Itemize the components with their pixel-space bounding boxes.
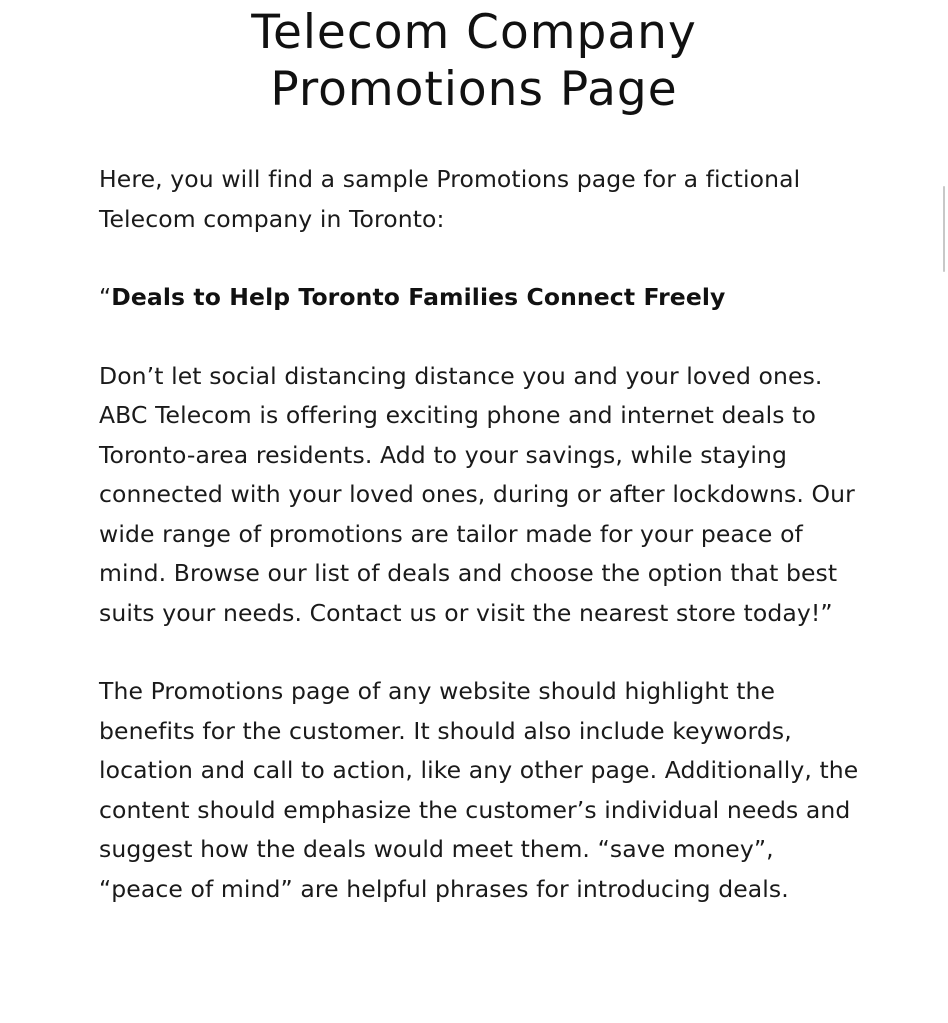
page-title-line-1: Telecom Company (251, 5, 697, 60)
intro-paragraph: Here, you will find a sample Promotions page for a fictional Telecom company in Toronto: (99, 165, 801, 233)
page-title (0, 4, 948, 118)
sample-heading (99, 278, 859, 318)
article-body (99, 160, 859, 948)
sample-heading-open-quote: “ (99, 283, 112, 311)
advice-paragraph: The Promotions page of any website should highlight the benefits for the customer. It should also include keywords, location and call to action, like any other page. Additionally, the content should emphasize the customer’s individual needs and suggest how the deals would meet them. “save money”, “peace of mind” are helpful phrases for introducing deals. (99, 677, 859, 903)
page-title-line-2: Promotions Page (270, 62, 678, 117)
scrollbar-thumb[interactable] (943, 186, 945, 272)
sample-heading-text: Deals to Help Toronto Families Connect Freely (111, 283, 726, 311)
sample-body-paragraph: Don’t let social distancing distance you and your loved ones. ABC Telecom is offering exciting phone and internet deals to Toronto-area residents. Add to your savings, while staying connected with your loved ones, during or after lockdowns. Our wide range of promotions are tailor made for your peace of mind. Browse our list of deals and choose the option that best suits your needs. Contact us or visit the nearest store today!” (99, 361, 855, 627)
vertical-scrollbar[interactable] (942, 186, 948, 272)
